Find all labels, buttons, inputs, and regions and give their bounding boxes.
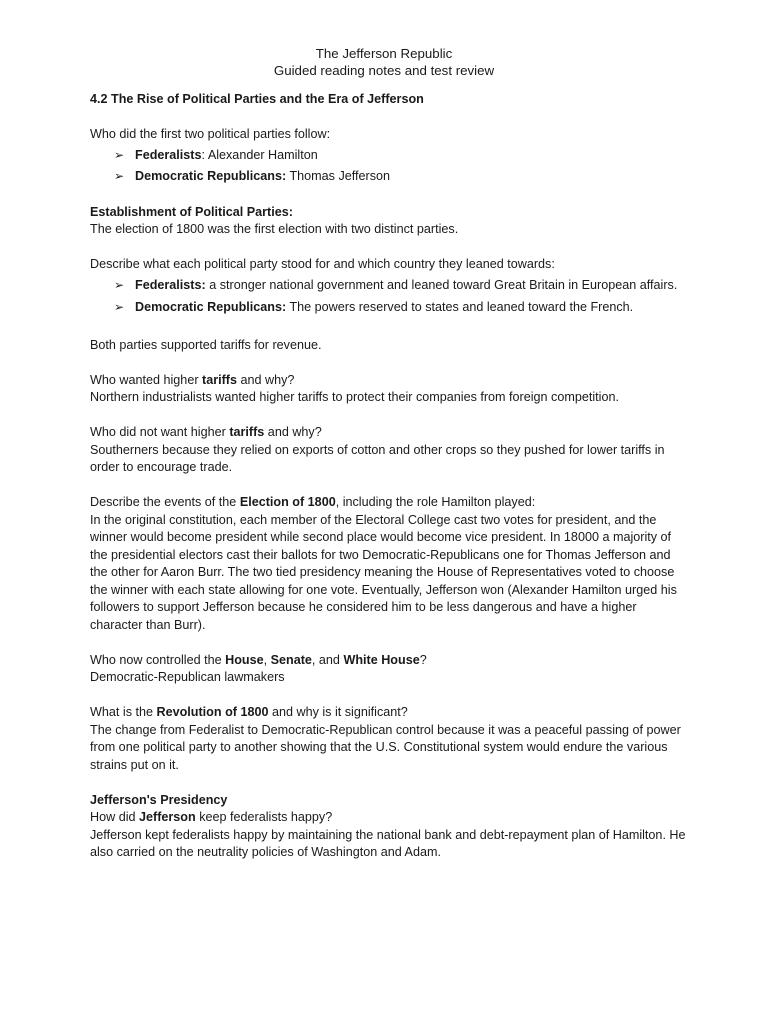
arrowhead-icon: ➢ <box>114 169 125 183</box>
party-leaders-list <box>90 147 690 186</box>
question-federalists-happy: How did Jefferson keep federalists happy? <box>90 810 333 824</box>
answer-federalists-happy: Jefferson kept federalists happy by maintaining the national bank and debt-repayment plan of Hamilton. He also carried on the neutrality policies of Washington and Adam. <box>90 827 686 859</box>
tariffs-note: Both parties supported tariffs for revenue. <box>90 337 322 352</box>
establishment-text: The election of 1800 was the first election with two distinct parties. <box>90 222 459 236</box>
list-item: ➢ Federalists: a stronger national government and leaned toward Great Britain in European affairs. <box>114 274 690 296</box>
establishment-heading: Establishment of Political Parties: <box>90 204 293 219</box>
list-item: ➢ Democratic Republicans: The powers reserved to states and leaned toward the French. <box>114 296 690 318</box>
document-header <box>0 45 768 79</box>
question-control: Who now controlled the House, Senate, and White House? <box>90 652 427 667</box>
question-election-1800: Describe the events of the Election of 1800, including the role Hamilton played: <box>90 495 536 509</box>
question-lower-tariffs: Who did not want higher tariffs and why? <box>90 425 322 439</box>
answer-election-1800: In the original constitution, each member of the Electoral College cast two votes for president, and the winner would become president while second place would become vice president. In 18000 a majority of the presidential electors cast their ballots for two Democratic-Republicans one for Thomas Jefferson and the other for Aaron Burr. The two tied presidency meaning the House of Representatives voted to choose the winner with each state allowing for one vote. Eventually, Jefferson won (Alexander Hamilton urged his followers to support Jefferson because he considered him to be less dangerous and have a higher character than Burr). <box>90 512 677 632</box>
list-item: ➢ Federalists: Alexander Hamilton <box>114 147 690 165</box>
party-positions-list <box>90 274 690 318</box>
list-item: ➢ Democratic Republicans: Thomas Jefferson <box>114 168 690 186</box>
answer-lower-tariffs: Southerners because they relied on exports of cotton and other crops so they pushed for lower tariffs in order to encourage trade. <box>90 442 665 474</box>
question-revolution-1800: What is the Revolution of 1800 and why is it significant? <box>90 705 408 719</box>
answer-revolution-1800: The change from Federalist to Democratic-Republican control because it was a peaceful passing of power from one political party to another showing that the U.S. Constitutional system would endure the various strains put on it. <box>90 722 681 772</box>
arrowhead-icon: ➢ <box>114 147 125 162</box>
answer-higher-tariffs: Northern industrialists wanted higher tariffs to protect their companies from foreign competition. <box>90 390 619 404</box>
question-higher-tariffs: Who wanted higher tariffs and why? <box>90 372 295 387</box>
document-title: The Jefferson Republic <box>315 46 453 61</box>
arrowhead-icon: ➢ <box>114 299 125 314</box>
question-party-positions: Describe what each political party stood for and which country they leaned towards: <box>90 257 555 271</box>
section-title: 4.2 The Rise of Political Parties and the Era of Jefferson <box>90 92 424 106</box>
question-party-leaders: Who did the first two political parties follow: <box>90 127 331 141</box>
document-body <box>90 91 690 862</box>
arrowhead-icon: ➢ <box>114 277 125 292</box>
answer-control: Democratic-Republican lawmakers <box>90 670 285 684</box>
document-subtitle: Guided reading notes and test review <box>273 63 495 78</box>
presidency-heading: Jefferson's Presidency <box>90 792 228 807</box>
